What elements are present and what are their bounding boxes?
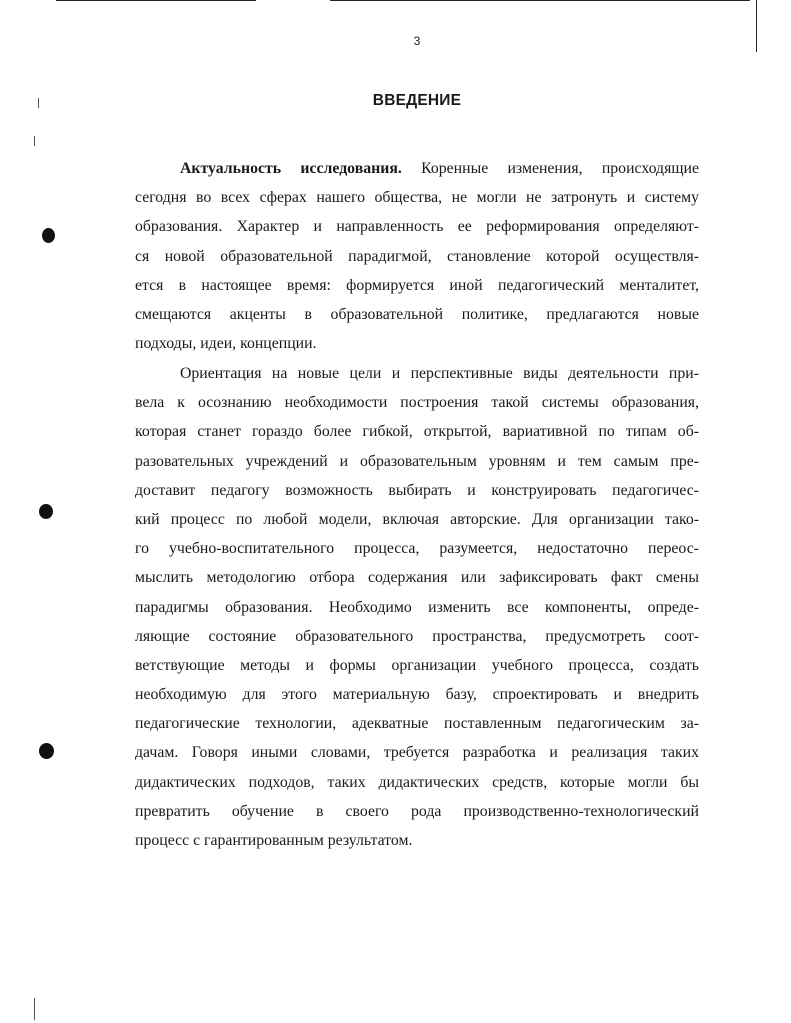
- paragraph-line: мыслить методологию отбора содержания или зафиксировать факт смены: [135, 569, 699, 587]
- scan-top-edge-line: [56, 0, 256, 1]
- paragraph-line: вела к осознанию необходимости построения такой системы образования,: [135, 394, 699, 412]
- paragraph-line: Актуальность исследования. Коренные изменения, происходящие: [180, 160, 699, 177]
- punch-hole-middle: [39, 504, 53, 519]
- lead-heading: Актуальность исследования.: [180, 160, 402, 177]
- paragraph-line: дачам. Говоря иными словами, требуется разработка и реализация таких: [135, 744, 699, 762]
- paragraph-line: кий процесс по любой модели, включая авторские. Для организации тако-: [135, 510, 699, 528]
- page-number: 3: [413, 34, 421, 48]
- paragraph-line: дидактических подходов, таких дидактических средств, которые могли бы: [135, 773, 699, 791]
- paragraph-line: процесс с гарантированным результатом.: [135, 832, 413, 849]
- punch-hole-bottom: [39, 743, 54, 759]
- scan-left-tick-bottom: [34, 998, 35, 1020]
- paragraph-line: образования. Характер и направленность ее реформирования определяют-: [135, 218, 699, 236]
- paragraph-line: парадигмы образования. Необходимо изменить все компоненты, опреде-: [135, 598, 699, 616]
- paragraph-line: го учебно-воспитательного процесса, разумеется, недостаточно переос-: [135, 540, 699, 558]
- scan-top-edge-line-right: [330, 0, 750, 1]
- paragraph-line: ется в настоящее время: формируется иной педагогический менталитет,: [135, 276, 699, 294]
- paragraph-line: педагогические технологии, адекватные поставленным педагогическим за-: [135, 715, 699, 733]
- scan-left-tick-mid: [34, 136, 35, 146]
- paragraph-line: ветствующие методы и формы организации учебного процесса, создать: [135, 656, 699, 674]
- paragraph-line: необходимую для этого материальную базу, спроектировать и внедрить: [135, 686, 699, 704]
- paragraph-line: подходы, идеи, концепции.: [135, 335, 317, 353]
- paragraph-line: Ориентация на новые цели и перспективные виды деятельности при-: [180, 365, 699, 382]
- paragraph-line: смещаются акценты в образовательной политике, предлагаются новые: [135, 305, 699, 323]
- paragraph-line: доставит педагогу возможность выбирать и конструировать педагогичес-: [135, 481, 699, 499]
- punch-hole-top: [42, 228, 55, 243]
- paragraph-line: ляющие состояние образовательного пространства, предусмотреть соот-: [135, 627, 699, 645]
- paragraph-line: разовательных учреждений и образовательным уровням и тем самым пре-: [135, 452, 699, 470]
- paragraph-line: которая станет гораздо более гибкой, открытой, вариативной по типам об-: [135, 423, 699, 441]
- paragraph-orientation: [135, 359, 699, 855]
- paragraph-relevance: [135, 154, 699, 358]
- page-title: ВВЕДЕНИЕ: [372, 92, 462, 109]
- paragraph-line: ся новой образовательной парадигмой, становление которой осуществля-: [135, 247, 699, 265]
- paragraph-line: превратить обучение в своего рода производственно-технологический: [135, 802, 699, 820]
- paragraph-line: сегодня во всех сферах нашего общества, не могли не затронуть и систему: [135, 189, 699, 207]
